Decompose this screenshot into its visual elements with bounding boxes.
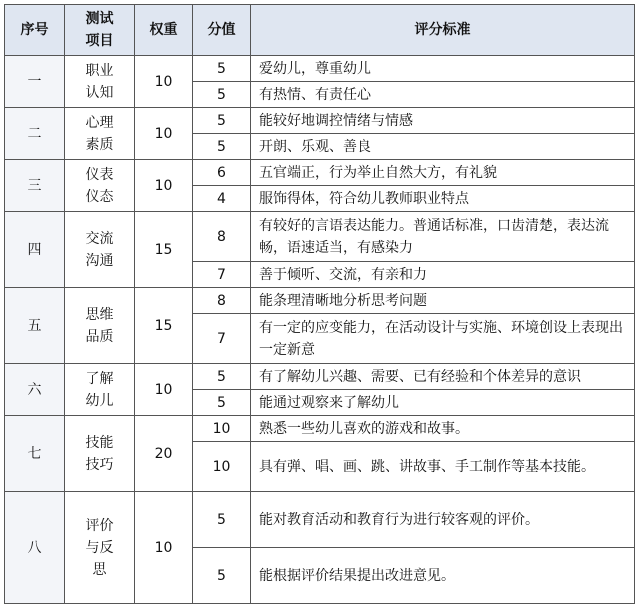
table-row [5, 108, 635, 134]
row-criteria: 爱幼儿，尊重幼儿 [251, 56, 635, 82]
row-score: 8 [193, 288, 251, 314]
section-item: 心理 素质 [65, 108, 135, 160]
header-seq: 序号 [5, 5, 65, 56]
row-score: 5 [193, 134, 251, 160]
row-score: 10 [193, 416, 251, 442]
row-criteria: 熟悉一些幼儿喜欢的游戏和故事。 [251, 416, 635, 442]
row-score: 5 [193, 108, 251, 134]
table-row [5, 492, 635, 548]
row-score: 5 [193, 390, 251, 416]
section-seq: 一 [5, 56, 65, 108]
section-weight: 10 [135, 364, 193, 416]
table-row [5, 160, 635, 186]
section-item: 思维 品质 [65, 288, 135, 364]
row-criteria: 能较好地调控情绪与情感 [251, 108, 635, 134]
section-item: 职业 认知 [65, 56, 135, 108]
header-score: 分值 [193, 5, 251, 56]
section-seq: 七 [5, 416, 65, 492]
section-item: 评价 与反 思 [65, 492, 135, 604]
section-seq: 三 [5, 160, 65, 212]
table-row [5, 288, 635, 314]
section-seq: 八 [5, 492, 65, 604]
header-weight: 权重 [135, 5, 193, 56]
section-weight: 15 [135, 212, 193, 288]
table-row [5, 364, 635, 390]
row-criteria: 能通过观察来了解幼儿 [251, 390, 635, 416]
section-weight: 10 [135, 108, 193, 160]
table-wrapper [4, 4, 635, 604]
header-criteria: 评分标准 [251, 5, 635, 56]
row-score: 5 [193, 492, 251, 548]
row-score: 10 [193, 442, 251, 492]
section-weight: 10 [135, 160, 193, 212]
section-seq: 五 [5, 288, 65, 364]
section-seq: 四 [5, 212, 65, 288]
row-criteria: 有热情、有责任心 [251, 82, 635, 108]
section-item: 了解 幼儿 [65, 364, 135, 416]
section-item: 技能 技巧 [65, 416, 135, 492]
row-score: 8 [193, 212, 251, 262]
section-item: 交流 沟通 [65, 212, 135, 288]
section-seq: 六 [5, 364, 65, 416]
row-criteria: 有较好的言语表达能力。普通话标准，口齿清楚，表达流畅，语速适当，有感染力 [251, 212, 635, 262]
row-criteria: 善于倾听、交流，有亲和力 [251, 262, 635, 288]
section-weight: 20 [135, 416, 193, 492]
row-score: 5 [193, 364, 251, 390]
table-row [5, 416, 635, 442]
section-weight: 10 [135, 56, 193, 108]
row-criteria: 五官端正，行为举止自然大方，有礼貌 [251, 160, 635, 186]
row-score: 5 [193, 82, 251, 108]
row-score: 5 [193, 548, 251, 604]
header-item: 测试 项目 [65, 5, 135, 56]
section-weight: 15 [135, 288, 193, 364]
row-criteria: 有一定的应变能力，在活动设计与实施、环境创设上表现出一定新意 [251, 314, 635, 364]
table-row [5, 56, 635, 82]
scoring-table [4, 4, 635, 604]
row-criteria: 有了解幼儿兴趣、需要、已有经验和个体差异的意识 [251, 364, 635, 390]
row-score: 4 [193, 186, 251, 212]
row-score: 7 [193, 262, 251, 288]
row-score: 7 [193, 314, 251, 364]
row-score: 5 [193, 56, 251, 82]
row-criteria: 能根据评价结果提出改进意见。 [251, 548, 635, 604]
row-criteria: 能条理清晰地分析思考问题 [251, 288, 635, 314]
section-weight: 10 [135, 492, 193, 604]
row-criteria: 具有弹、唱、画、跳、讲故事、手工制作等基本技能。 [251, 442, 635, 492]
row-criteria: 能对教育活动和教育行为进行较客观的评价。 [251, 492, 635, 548]
section-item: 仪表 仪态 [65, 160, 135, 212]
row-criteria: 服饰得体，符合幼儿教师职业特点 [251, 186, 635, 212]
header-row [5, 5, 635, 56]
section-seq: 二 [5, 108, 65, 160]
row-score: 6 [193, 160, 251, 186]
row-criteria: 开朗、乐观、善良 [251, 134, 635, 160]
table-row [5, 212, 635, 262]
